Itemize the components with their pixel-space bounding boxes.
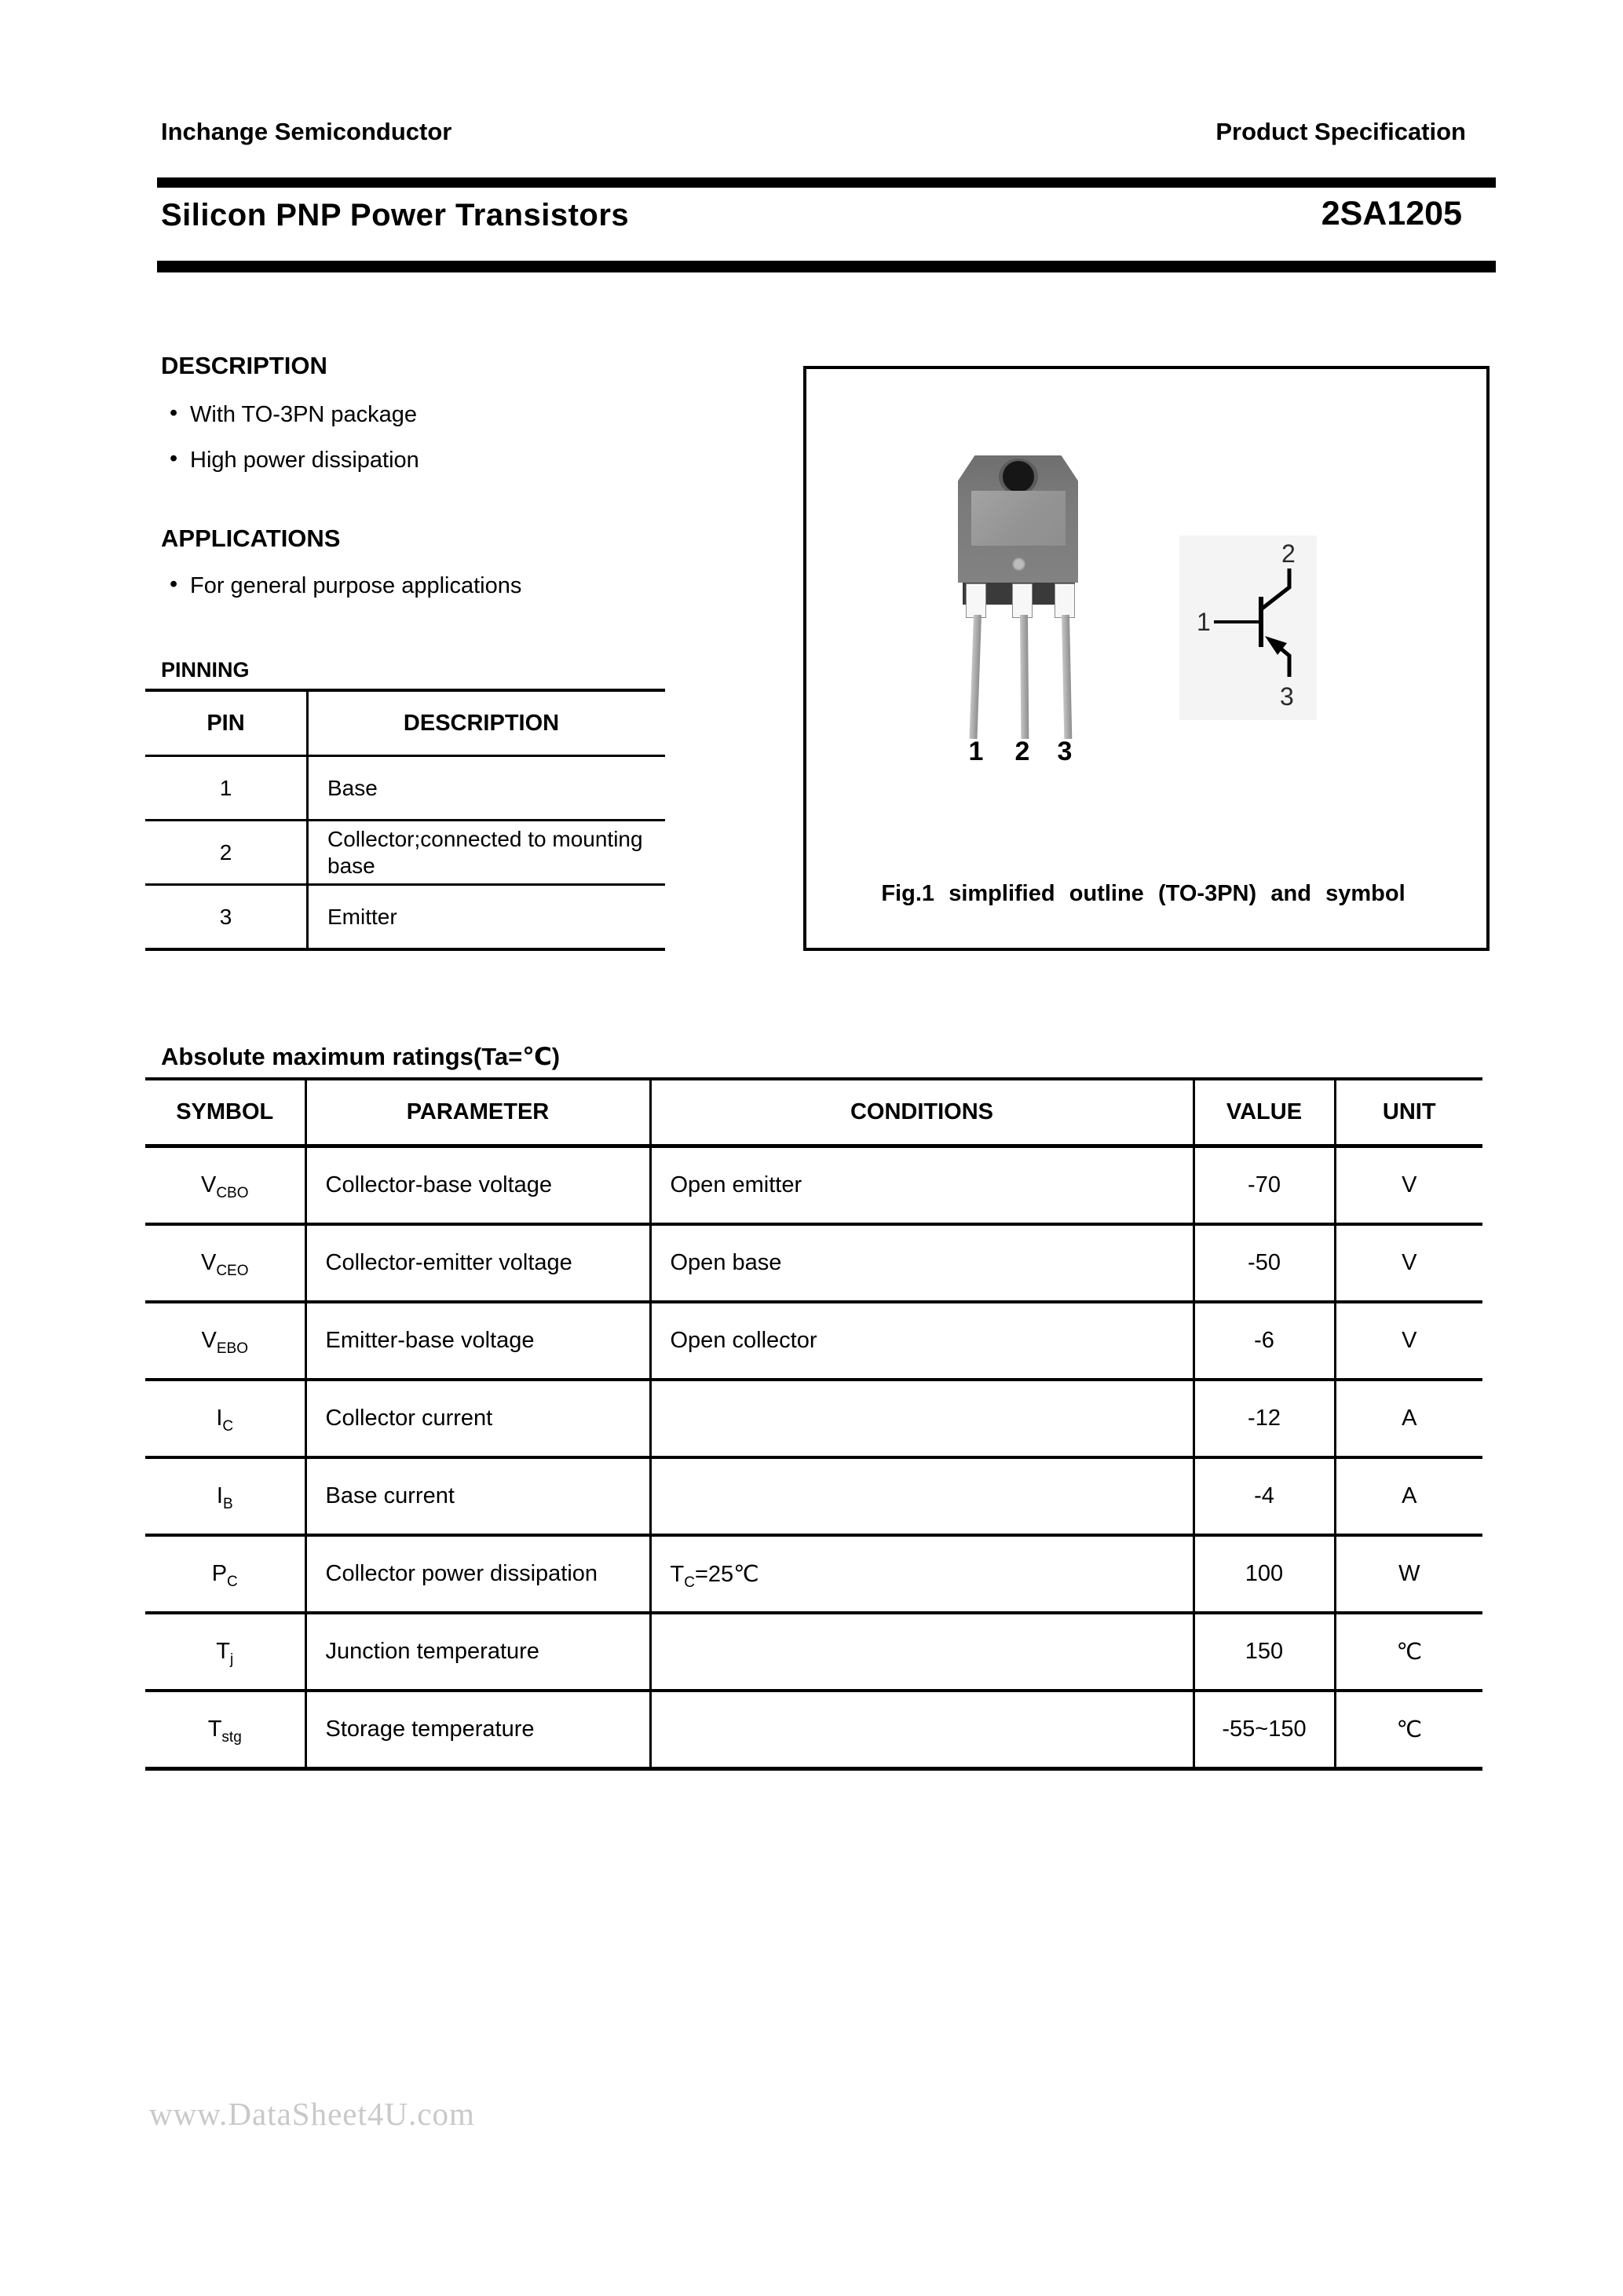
pinning-table — [145, 689, 665, 951]
symbol-cell: $T_{stg}$ — [145, 1691, 305, 1769]
unit-cell: ℃ — [1335, 1691, 1482, 1769]
parameter-cell: Collector-base voltage — [305, 1146, 650, 1225]
description-item — [170, 402, 417, 428]
figure-caption: Fig.1 simplified outline (TO-3PN) and symbol — [881, 881, 1406, 906]
parameter-cell: Storage temperature — [305, 1691, 650, 1769]
pin-description-cell: Emitter — [308, 885, 666, 950]
transistor-symbol-panel — [1179, 536, 1317, 720]
ratings-table — [145, 1077, 1482, 1771]
pin-description-cell: Collector;connected to mounting base — [308, 821, 666, 885]
pinning-col-description: DESCRIPTION — [308, 690, 666, 756]
pinning-row — [145, 821, 665, 885]
pin-number-cell: 2 — [145, 821, 308, 885]
ratings-row — [145, 1613, 1482, 1691]
value-cell: -4 — [1193, 1457, 1335, 1535]
package-mounting-hole — [1003, 461, 1034, 492]
watermark: www.DataSheet4U.com — [149, 2096, 475, 2132]
conditions-cell: Open base — [650, 1224, 1193, 1302]
value-cell: -6 — [1193, 1302, 1335, 1380]
photo-pin-label-3: 3 — [1057, 737, 1073, 766]
symbol-cell: $P_C$ — [145, 1535, 305, 1613]
symbol-pin-label-emitter: 3 — [1280, 682, 1294, 711]
applications-item — [170, 573, 521, 599]
ratings-row — [145, 1691, 1482, 1769]
value-cell: -70 — [1193, 1146, 1335, 1225]
unit-cell: V — [1335, 1146, 1482, 1225]
ratings-row — [145, 1457, 1482, 1535]
product-family-title: Silicon PNP Power Transistors — [161, 198, 630, 232]
conditions-cell: Open emitter — [650, 1146, 1193, 1225]
ratings-row — [145, 1535, 1482, 1613]
symbol-cell: $V_{CEO}$ — [145, 1224, 305, 1302]
ratings-col-conditions: CONDITIONS — [650, 1079, 1193, 1146]
package-lead — [1020, 615, 1029, 739]
ratings-row — [145, 1224, 1482, 1302]
unit-cell: V — [1335, 1224, 1482, 1302]
pinning-row — [145, 885, 665, 950]
parameter-cell: Emitter-base voltage — [305, 1302, 650, 1380]
package-lead-stub — [1055, 583, 1075, 618]
unit-cell: ℃ — [1335, 1613, 1482, 1691]
parameter-cell: Collector current — [305, 1380, 650, 1457]
symbol-pin-label-collector: 2 — [1281, 539, 1296, 568]
ratings-header-row — [145, 1079, 1482, 1146]
unit-cell: W — [1335, 1535, 1482, 1613]
header-rule-bottom — [157, 261, 1496, 272]
pinning-row — [145, 756, 665, 821]
symbol-cell: $T_j$ — [145, 1613, 305, 1691]
conditions-cell — [650, 1613, 1193, 1691]
transistor-symbol — [1179, 536, 1317, 720]
parameter-cell: Collector-emitter voltage — [305, 1224, 650, 1302]
conditions-cell — [650, 1380, 1193, 1457]
description-item — [170, 448, 419, 473]
value-cell: -12 — [1193, 1380, 1335, 1457]
ratings-row — [145, 1146, 1482, 1225]
value-cell: -55~150 — [1193, 1691, 1335, 1769]
pinning-header-row — [145, 690, 665, 756]
symbol-pin-label-base: 1 — [1197, 608, 1211, 636]
part-number: 2SA1205 — [1321, 195, 1462, 232]
symbol-cell: $I_B$ — [145, 1457, 305, 1535]
applications-item-text: For general purpose applications — [190, 573, 522, 598]
description-item-text: With TO-3PN package — [190, 402, 418, 427]
ratings-col-parameter: PARAMETER — [305, 1079, 650, 1146]
description-heading: DESCRIPTION — [161, 352, 327, 379]
pinning-heading: PINNING — [161, 658, 250, 682]
bullet-icon: • — [170, 572, 178, 597]
figure-frame — [803, 366, 1490, 951]
bullet-icon: • — [170, 400, 178, 426]
package-label-area — [971, 491, 1066, 546]
parameter-cell: Base current — [305, 1457, 650, 1535]
ratings-row — [145, 1380, 1482, 1457]
ratings-col-value: VALUE — [1193, 1079, 1335, 1146]
ratings-row — [145, 1302, 1482, 1380]
conditions-cell — [650, 1457, 1193, 1535]
parameter-cell: Collector power dissipation — [305, 1535, 650, 1613]
document-type: Product Specification — [1215, 118, 1466, 145]
conditions-cell: $T_C=25℃$ — [650, 1535, 1193, 1613]
conditions-cell: Open collector — [650, 1302, 1193, 1380]
package-lead-stub — [966, 583, 986, 618]
pin-description-cell: Base — [308, 756, 666, 821]
ratings-col-unit: UNIT — [1335, 1079, 1482, 1146]
pin-number-cell: 1 — [145, 756, 308, 821]
value-cell: 150 — [1193, 1613, 1335, 1691]
symbol-cell: $I_C$ — [145, 1380, 305, 1457]
ratings-col-symbol: SYMBOL — [145, 1079, 305, 1146]
value-cell: -50 — [1193, 1224, 1335, 1302]
company-name: Inchange Semiconductor — [161, 118, 452, 145]
photo-pin-label-2: 2 — [1014, 737, 1030, 766]
ratings-heading: Absolute maximum ratings(Ta=℃) — [161, 1043, 561, 1070]
bullet-icon: • — [170, 446, 178, 471]
unit-cell: V — [1335, 1302, 1482, 1380]
parameter-cell: Junction temperature — [305, 1613, 650, 1691]
value-cell: 100 — [1193, 1535, 1335, 1613]
photo-pin-label-1: 1 — [968, 737, 984, 766]
unit-cell: A — [1335, 1457, 1482, 1535]
header-rule-top — [157, 177, 1496, 188]
unit-cell: A — [1335, 1380, 1482, 1457]
package-lead-stub — [1012, 583, 1033, 618]
package-center-dot — [1012, 558, 1025, 571]
pin-number-cell: 3 — [145, 885, 308, 950]
symbol-cell: $V_{CBO}$ — [145, 1146, 305, 1225]
symbol-cell: $V_{EBO}$ — [145, 1302, 305, 1380]
description-item-text: High power dissipation — [190, 448, 419, 473]
applications-heading: APPLICATIONS — [161, 525, 341, 552]
conditions-cell — [650, 1691, 1193, 1769]
pinning-col-pin: PIN — [145, 690, 308, 756]
